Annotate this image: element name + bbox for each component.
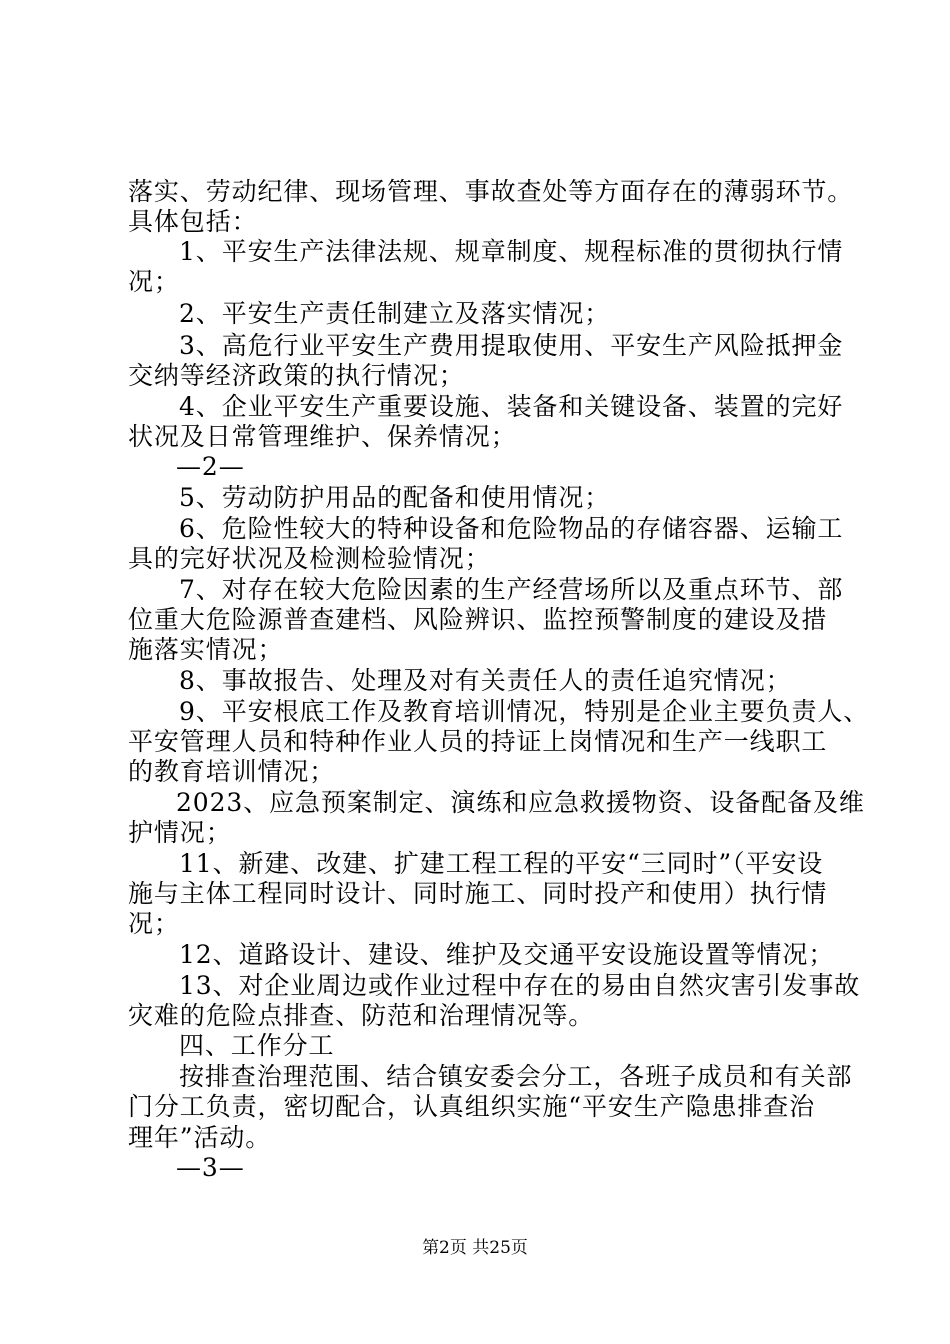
text-line-17: 9、平安根底工作及教育培训情况，特别是企业主要负责人、 (179, 697, 870, 726)
text-line-5: 2、平安生产责任制建立及落实情况； (179, 299, 611, 328)
text-line-4: 况； (128, 267, 180, 296)
text-line-11: 6、危险性较大的特种设备和危险物品的存储容器、运输工 (179, 514, 844, 543)
text-line-21: 护情况； (128, 818, 232, 847)
text-line-27: 灾难的危险点排查、防范和治理情况等。 (128, 1001, 595, 1030)
section-heading-work-division: 四、工作分工 (179, 1031, 335, 1060)
text-line-16: 8、事故报告、处理及对有关责任人的责任追究情况； (179, 666, 792, 695)
text-line-1: 落实、劳动纪律、现场管理、事故查处等方面存在的薄弱环节。 (128, 177, 854, 206)
text-line-26: 13、对企业周边或作业过程中存在的易由自然灾害引发事故 (179, 971, 861, 1000)
text-line-24: 况； (128, 909, 180, 938)
page-footer: 第2页 共25页 (422, 1238, 528, 1258)
text-line-3: 1、平安生产法律法规、规章制度、规程标准的贯彻执行情 (179, 237, 844, 266)
text-line-30: 理年”活动。 (128, 1123, 272, 1152)
text-line-6: 3、高危行业平安生产费用提取使用、平安生产风险抵押金 (179, 331, 844, 360)
text-line-12: 具的完好状况及检测检验情况； (128, 544, 491, 573)
text-line-10: 5、劳动防护用品的配备和使用情况； (179, 483, 611, 512)
text-line-29: 门分工负责，密切配合，认真组织实施“平安生产隐患排查治 (128, 1092, 816, 1121)
text-line-28: 按排查治理范围、结合镇安委会分工，各班子成员和有关部 (179, 1062, 853, 1091)
page-separator-2: —2— (176, 452, 245, 481)
text-line-2: 具体包括： (128, 207, 258, 236)
text-line-9: 状况及日常管理维护、保养情况； (128, 422, 517, 451)
text-line-18: 平安管理人员和特种作业人员的持证上岗情况和生产一线职工 (128, 727, 828, 756)
text-line-13: 7、对存在较大危险因素的生产经营场所以及重点环节、部 (179, 575, 844, 604)
text-line-23: 施与主体工程同时设计、同时施工、同时投产和使用）执行情 (128, 879, 828, 908)
page-separator-3: —3— (176, 1153, 245, 1182)
text-line-15: 施落实情况； (128, 635, 284, 664)
text-line-20: 2023、应急预案制定、演练和应急救援物资、设备配备及维 (176, 788, 865, 817)
text-line-7: 交纳等经济政策的执行情况； (128, 361, 465, 390)
text-line-8: 4、企业平安生产重要设施、装备和关键设备、装置的完好 (179, 392, 844, 421)
text-line-22: 11、新建、改建、扩建工程工程的平安“三同时”（平安设 (179, 849, 824, 878)
text-line-19: 的教育培训情况； (128, 757, 336, 786)
text-line-25: 12、道路设计、建设、维护及交通平安设施设置等情况； (179, 940, 835, 969)
text-line-14: 位重大危险源普查建档、风险辨识、监控预警制度的建设及措 (128, 605, 828, 634)
